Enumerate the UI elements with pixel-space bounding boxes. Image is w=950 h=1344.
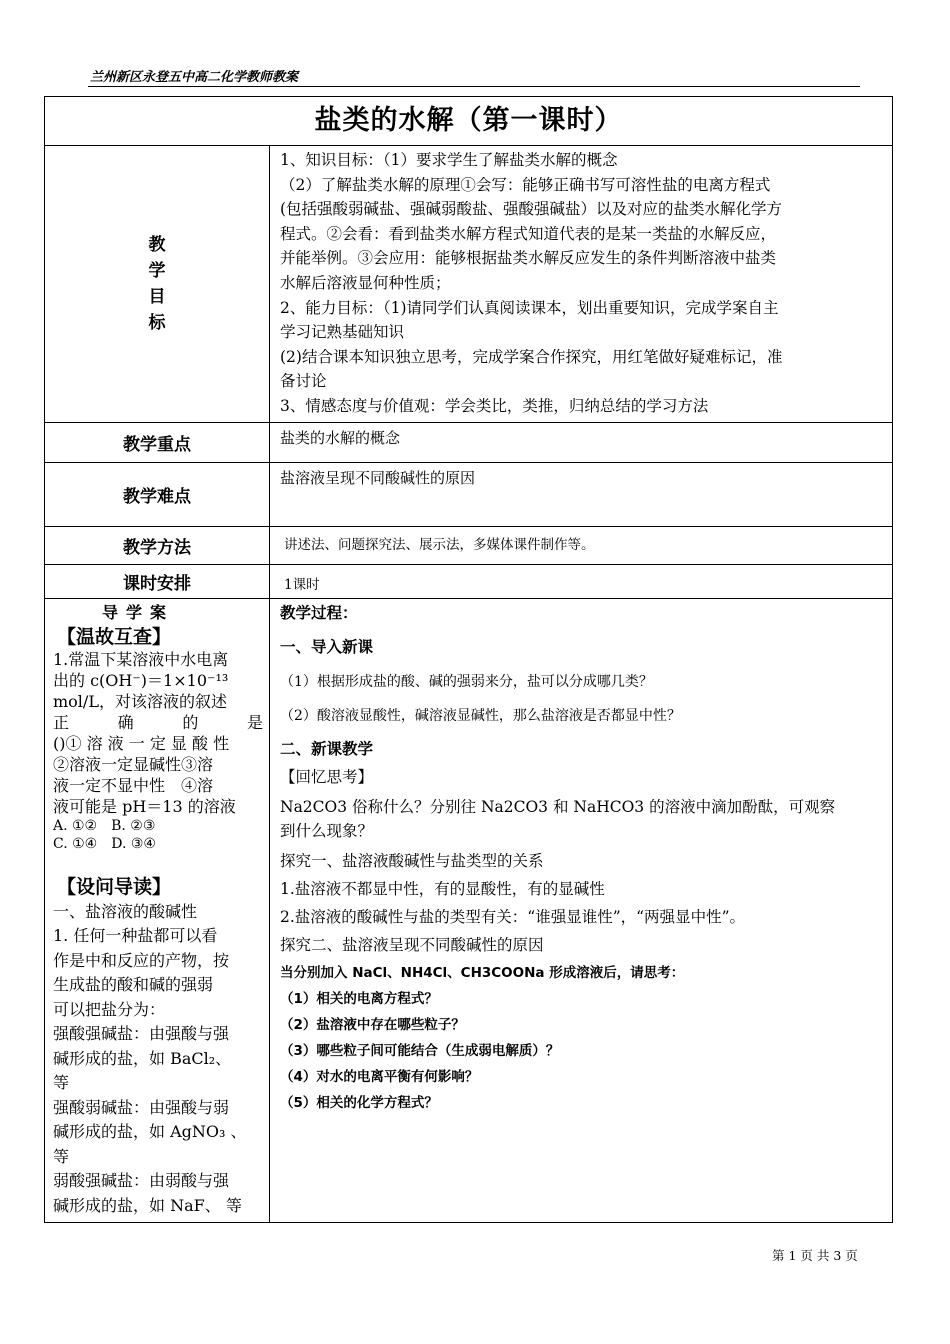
guide-line: 生成盐的酸和碱的强弱	[53, 975, 214, 994]
page-number: 第 1 页 共 3 页	[772, 1248, 858, 1263]
guide-line: 作是中和反应的产物，按	[53, 950, 230, 970]
guide-line: 碱形成的盐，如 NaF、 等	[53, 1195, 242, 1215]
explore-two-title: 探究二、盐溶液呈现不同酸碱性的原因	[280, 936, 544, 954]
objective-line: 2、能力目标：（1)请同学们认真阅读课本，划出重要知识，完成学案自主	[280, 298, 779, 317]
explore-one-title: 探究一、盐溶液酸碱性与盐类型的关系	[280, 852, 544, 870]
difficulty-value: 盐溶液呈现不同酸碱性的原因	[270, 463, 893, 527]
objectives-content	[270, 146, 893, 423]
study-guide-heading: 导学案	[101, 603, 174, 622]
question-line: 正 确 的 是	[53, 713, 263, 732]
objective-line: 程式。②会看：看到盐类水解方程式知道代表的是某一类盐的水解反应，	[280, 224, 777, 243]
guide-line: 等	[53, 1073, 70, 1092]
objective-line: 3、情感态度与价值观：学会类比，类推，归纳总结的学习方法	[280, 396, 709, 415]
section-intro: 一、导入新课	[280, 638, 374, 656]
think-prompt: 当分别加入 NaCl、NH4Cl、CH3COONa 形成溶液后，请思考：	[280, 965, 685, 981]
answer-option-line: C. ①④ D. ③④	[53, 836, 156, 852]
recall-text	[280, 795, 884, 843]
question-line: 液一定不显中性 ④溶	[53, 776, 214, 795]
intro-question: （2）酸溶液显酸性，碱溶液显碱性，那么盐溶液是否都显中性？	[280, 708, 681, 724]
process-title: 教学过程：	[280, 604, 358, 622]
key-point-value: 盐类的水解的概念	[270, 423, 893, 463]
guide-line: 1. 任何一种盐都可以看	[53, 926, 218, 945]
review-question	[53, 649, 263, 817]
question-line: 1.常温下某溶液中水电离	[53, 650, 229, 669]
objective-line: 水解后溶液显何种性质；	[280, 273, 451, 292]
objective-line: (2)结合课本知识独立思考，完成学案合作探究，用红笔做好疑难标记，准	[280, 347, 783, 366]
guide-line: 等	[53, 1146, 70, 1166]
guide-line: 碱形成的盐，如 BaCl₂、	[53, 1048, 232, 1068]
explore-one-point: 1.盐溶液不都显中性，有的显酸性，有的显碱性	[280, 880, 605, 898]
question-line: 液可能是 pH＝13 的溶液	[53, 797, 236, 816]
question-line: ②溶液一定显碱性③溶	[53, 755, 214, 774]
recall-line: 到什么现象？	[280, 822, 374, 840]
guided-reading-subtitle: 一、盐溶液的酸碱性	[53, 902, 198, 921]
schedule-value: 1课时	[270, 565, 893, 599]
study-guide-column	[45, 599, 270, 1223]
guided-reading-body	[53, 924, 263, 1218]
think-item: （2）盐溶液中存在哪些粒子？	[280, 1017, 465, 1033]
objective-line: (包括强酸弱碱盐、强碱弱酸盐、强酸强碱盐）以及对应的盐类水解化学方	[280, 200, 783, 219]
recall-line: Na2CO3 俗称什么？分别往 Na2CO3 和 NaHCO3 的溶液中滴加酚酞，可观察	[280, 798, 836, 816]
objectives-label-char: 教	[148, 235, 166, 255]
objectives-label-char: 学	[148, 261, 166, 281]
explore-one-point: 2.盐溶液的酸碱性与盐的类型有关：“谁强显谁性”，“两强显中性”。	[280, 908, 745, 926]
teaching-process-column	[270, 599, 893, 1223]
section-new-lesson: 二、新课教学	[280, 740, 374, 758]
objective-line: 学习记熟基础知识	[280, 323, 405, 342]
guide-line: 可以把盐分为：	[53, 999, 166, 1019]
think-item: （5）相关的化学方程式？	[280, 1095, 438, 1111]
objective-line: 并能举例。③会应用：能够根据盐类水解反应发生的条件判断溶液中盐类	[280, 249, 777, 268]
question-line: mol/L，对该溶液的叙述	[53, 692, 227, 711]
question-line: ()① 溶 液 一 定 显 酸 性	[53, 734, 230, 753]
objective-line: （2）了解盐类水解的原理①会写：能够正确书写可溶性盐的电离方程式	[280, 175, 771, 194]
document-header: 兰州新区永登五中高二化学教师教案	[90, 70, 299, 85]
question-line: 出的 c(OH⁻)＝1×10⁻¹³	[53, 671, 229, 690]
think-item: （4）对水的电离平衡有何影响？	[280, 1069, 479, 1085]
objectives-label-char: 标	[148, 313, 166, 333]
objectives-label	[45, 146, 270, 423]
lesson-plan-table	[44, 96, 893, 1223]
difficulty-label: 教学难点	[45, 463, 270, 527]
answer-option-line: A. ①② B. ②③	[53, 818, 156, 834]
objective-line: 1、知识目标：（1）要求学生了解盐类水解的概念	[280, 151, 618, 169]
think-item: （1）相关的电离方程式？	[280, 991, 438, 1007]
key-point-label: 教学重点	[45, 423, 270, 463]
method-label: 教学方法	[45, 527, 270, 565]
guide-line: 强酸弱碱盐：由强酸与弱	[53, 1097, 230, 1117]
objective-line: 备讨论	[280, 372, 327, 391]
think-item: （3）哪些粒子间可能结合（生成弱电解质）？	[280, 1043, 560, 1059]
review-section-title: 【温故互查】	[57, 626, 172, 648]
guided-reading-title: 【设问导读】	[57, 876, 172, 898]
guide-line: 碱形成的盐，如 AgNO₃ 、	[53, 1122, 247, 1141]
schedule-label: 课时安排	[45, 565, 270, 599]
guide-line: 弱酸强碱盐：由弱酸与强	[53, 1171, 230, 1190]
lesson-title: 盐类的水解（第一课时）	[45, 97, 893, 146]
intro-question: （1）根据形成盐的酸、碱的强弱来分，盐可以分成哪几类？	[280, 674, 653, 690]
header-divider	[88, 86, 860, 87]
method-value: 讲述法、问题探究法、展示法，多媒体课件制作等。	[270, 527, 893, 565]
objectives-label-char: 目	[148, 287, 166, 307]
guide-line: 强酸强碱盐：由强酸与强	[53, 1024, 230, 1043]
answer-options	[53, 817, 263, 853]
recall-heading: 【回忆思考】	[280, 768, 374, 786]
